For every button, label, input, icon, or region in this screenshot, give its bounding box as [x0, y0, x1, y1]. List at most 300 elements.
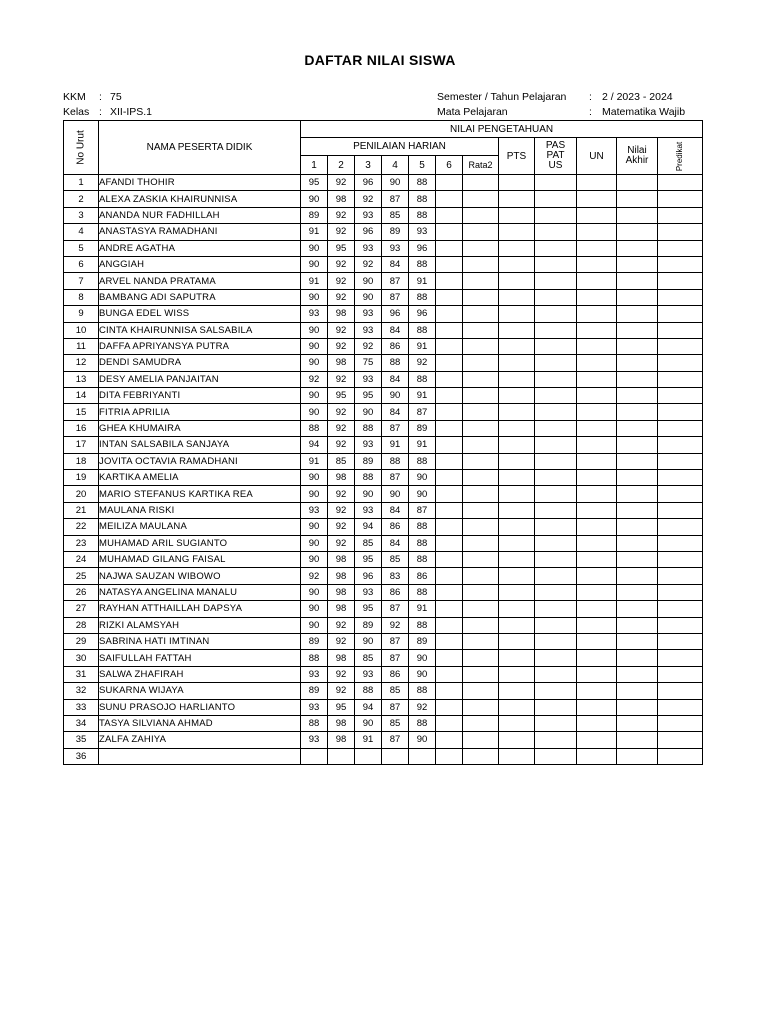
empty-cell	[617, 388, 658, 404]
header-nama-peserta: NAMA PESERTA DIDIK	[99, 121, 301, 175]
score-ph-3: 88	[355, 470, 382, 486]
score-ph-3: 90	[355, 273, 382, 289]
empty-cell	[617, 617, 658, 633]
student-name: SUNU PRASOJO HARLIANTO	[99, 699, 301, 715]
empty-cell	[499, 420, 535, 436]
score-ph-2: 98	[328, 715, 355, 731]
score-ph-3: 90	[355, 633, 382, 649]
empty-cell	[535, 584, 577, 600]
empty-cell	[463, 617, 499, 633]
table-row	[64, 420, 703, 436]
empty-cell	[463, 371, 499, 387]
empty-cell	[535, 437, 577, 453]
score-ph-4: 87	[382, 633, 409, 649]
empty-cell	[463, 683, 499, 699]
row-number: 2	[64, 191, 99, 207]
empty-cell	[617, 666, 658, 682]
score-ph-3: 96	[355, 224, 382, 240]
score-ph-2: 92	[328, 633, 355, 649]
table-row	[64, 289, 703, 305]
empty-cell	[499, 519, 535, 535]
score-ph-1: 91	[301, 453, 328, 469]
empty-cell	[499, 633, 535, 649]
row-number: 18	[64, 453, 99, 469]
score-ph-5	[409, 748, 436, 764]
student-name: BUNGA EDEL WISS	[99, 306, 301, 322]
empty-cell	[499, 256, 535, 272]
score-ph-5: 88	[409, 453, 436, 469]
score-ph-1: 93	[301, 306, 328, 322]
kelas-separator: :	[99, 106, 102, 118]
table-row	[64, 617, 703, 633]
score-ph-4: 86	[382, 519, 409, 535]
empty-cell	[436, 551, 463, 567]
student-name: NATASYA ANGELINA MANALU	[99, 584, 301, 600]
empty-cell	[535, 617, 577, 633]
empty-cell	[577, 617, 617, 633]
score-ph-1: 92	[301, 568, 328, 584]
score-ph-5: 90	[409, 470, 436, 486]
empty-cell	[535, 519, 577, 535]
empty-cell	[535, 404, 577, 420]
header-predikat: Predikat	[658, 138, 703, 175]
empty-cell	[463, 338, 499, 354]
score-ph-2: 85	[328, 453, 355, 469]
row-number: 17	[64, 437, 99, 453]
score-ph-5: 88	[409, 683, 436, 699]
empty-cell	[463, 584, 499, 600]
row-number: 6	[64, 256, 99, 272]
empty-cell	[436, 519, 463, 535]
score-ph-3: 93	[355, 207, 382, 223]
score-ph-3: 95	[355, 601, 382, 617]
mapel-label: Mata Pelajaran	[437, 106, 508, 118]
score-ph-3: 88	[355, 683, 382, 699]
row-number: 10	[64, 322, 99, 338]
score-ph-4: 87	[382, 732, 409, 748]
score-ph-2: 92	[328, 256, 355, 272]
table-row	[64, 486, 703, 502]
empty-cell	[617, 437, 658, 453]
score-ph-3: 90	[355, 715, 382, 731]
table-row	[64, 371, 703, 387]
student-name: DESY AMELIA PANJAITAN	[99, 371, 301, 387]
score-ph-5: 91	[409, 273, 436, 289]
score-ph-4: 91	[382, 437, 409, 453]
score-ph-2: 92	[328, 175, 355, 191]
student-name: ANANDA NUR FADHILLAH	[99, 207, 301, 223]
empty-cell	[577, 666, 617, 682]
table-row	[64, 715, 703, 731]
score-ph-1: 89	[301, 207, 328, 223]
row-number: 12	[64, 355, 99, 371]
empty-cell	[499, 470, 535, 486]
empty-cell	[499, 273, 535, 289]
score-ph-5: 96	[409, 306, 436, 322]
empty-cell	[577, 224, 617, 240]
score-ph-1: 93	[301, 732, 328, 748]
empty-cell	[499, 453, 535, 469]
empty-cell	[463, 191, 499, 207]
score-ph-5: 88	[409, 519, 436, 535]
empty-cell	[658, 240, 703, 256]
score-ph-1: 90	[301, 551, 328, 567]
header-penilaian-harian: PENILAIAN HARIAN	[301, 138, 499, 156]
score-ph-5: 96	[409, 240, 436, 256]
header-ph-6: 6	[436, 156, 463, 175]
empty-cell	[658, 388, 703, 404]
score-ph-3: 95	[355, 551, 382, 567]
score-ph-2: 98	[328, 732, 355, 748]
row-number: 7	[64, 273, 99, 289]
empty-cell	[577, 306, 617, 322]
score-ph-1: 93	[301, 502, 328, 518]
empty-cell	[658, 322, 703, 338]
score-ph-2: 95	[328, 240, 355, 256]
score-ph-4: 85	[382, 207, 409, 223]
empty-cell	[577, 568, 617, 584]
empty-cell	[535, 699, 577, 715]
score-ph-1: 90	[301, 404, 328, 420]
empty-cell	[658, 470, 703, 486]
header-pts: PTS	[499, 138, 535, 175]
empty-cell	[535, 502, 577, 518]
empty-cell	[499, 551, 535, 567]
empty-cell	[499, 535, 535, 551]
score-ph-3: 94	[355, 699, 382, 715]
empty-cell	[535, 322, 577, 338]
table-row	[64, 273, 703, 289]
score-ph-4: 87	[382, 601, 409, 617]
empty-cell	[535, 240, 577, 256]
empty-cell	[499, 666, 535, 682]
empty-cell	[436, 601, 463, 617]
empty-cell	[463, 224, 499, 240]
empty-cell	[436, 502, 463, 518]
student-name: DENDI SAMUDRA	[99, 355, 301, 371]
score-ph-3: 88	[355, 420, 382, 436]
score-ph-4: 85	[382, 715, 409, 731]
empty-cell	[577, 338, 617, 354]
table-row	[64, 388, 703, 404]
empty-cell	[617, 568, 658, 584]
student-name: SUKARNA WIJAYA	[99, 683, 301, 699]
empty-cell	[499, 732, 535, 748]
empty-cell	[535, 207, 577, 223]
score-ph-3: 90	[355, 404, 382, 420]
empty-cell	[499, 683, 535, 699]
score-ph-1: 93	[301, 666, 328, 682]
empty-cell	[436, 355, 463, 371]
score-ph-1: 90	[301, 470, 328, 486]
empty-cell	[436, 437, 463, 453]
empty-cell	[436, 683, 463, 699]
empty-cell	[617, 748, 658, 764]
empty-cell	[535, 355, 577, 371]
score-ph-4: 88	[382, 453, 409, 469]
empty-cell	[463, 748, 499, 764]
empty-cell	[617, 551, 658, 567]
empty-cell	[436, 273, 463, 289]
student-name: MUHAMAD ARIL SUGIANTO	[99, 535, 301, 551]
score-ph-5: 90	[409, 650, 436, 666]
empty-cell	[617, 338, 658, 354]
score-ph-2: 92	[328, 338, 355, 354]
score-ph-4: 87	[382, 289, 409, 305]
row-number: 3	[64, 207, 99, 223]
empty-cell	[658, 486, 703, 502]
score-ph-2: 98	[328, 191, 355, 207]
empty-cell	[617, 322, 658, 338]
table-row	[64, 633, 703, 649]
empty-cell	[463, 289, 499, 305]
row-number: 32	[64, 683, 99, 699]
score-ph-2: 92	[328, 420, 355, 436]
student-name: TASYA SILVIANA AHMAD	[99, 715, 301, 731]
student-name: FITRIA APRILIA	[99, 404, 301, 420]
empty-cell	[658, 273, 703, 289]
empty-cell	[577, 601, 617, 617]
row-number: 19	[64, 470, 99, 486]
empty-cell	[463, 207, 499, 223]
empty-cell	[658, 306, 703, 322]
empty-cell	[463, 650, 499, 666]
score-ph-1: 88	[301, 420, 328, 436]
score-ph-5: 88	[409, 191, 436, 207]
student-name: ANASTASYA RAMADHANI	[99, 224, 301, 240]
score-ph-2: 98	[328, 601, 355, 617]
score-ph-2: 92	[328, 502, 355, 518]
empty-cell	[617, 453, 658, 469]
score-ph-3: 93	[355, 502, 382, 518]
student-name: RAYHAN ATTHAILLAH DAPSYA	[99, 601, 301, 617]
table-row	[64, 519, 703, 535]
row-number: 28	[64, 617, 99, 633]
score-ph-1: 90	[301, 486, 328, 502]
row-number: 13	[64, 371, 99, 387]
score-ph-4: 85	[382, 683, 409, 699]
student-name: JOVITA OCTAVIA RAMADHANI	[99, 453, 301, 469]
table-row	[64, 207, 703, 223]
empty-cell	[617, 683, 658, 699]
empty-cell	[463, 355, 499, 371]
score-ph-1: 88	[301, 650, 328, 666]
score-ph-3: 93	[355, 437, 382, 453]
empty-cell	[436, 748, 463, 764]
empty-cell	[658, 371, 703, 387]
student-name: AFANDI THOHIR	[99, 175, 301, 191]
score-ph-3: 96	[355, 568, 382, 584]
score-ph-1: 88	[301, 715, 328, 731]
empty-cell	[436, 191, 463, 207]
score-ph-1: 90	[301, 519, 328, 535]
score-ph-4: 83	[382, 568, 409, 584]
empty-cell	[463, 666, 499, 682]
grades-table	[63, 120, 703, 765]
score-ph-2: 92	[328, 371, 355, 387]
empty-cell	[535, 420, 577, 436]
score-ph-1: 93	[301, 699, 328, 715]
empty-cell	[535, 748, 577, 764]
score-ph-1: 90	[301, 535, 328, 551]
table-row	[64, 453, 703, 469]
table-row	[64, 240, 703, 256]
score-ph-3: 91	[355, 732, 382, 748]
empty-cell	[436, 371, 463, 387]
empty-cell	[617, 256, 658, 272]
empty-cell	[535, 683, 577, 699]
empty-cell	[436, 633, 463, 649]
row-number: 8	[64, 289, 99, 305]
row-number: 24	[64, 551, 99, 567]
empty-cell	[436, 420, 463, 436]
row-number: 15	[64, 404, 99, 420]
score-ph-4: 85	[382, 551, 409, 567]
empty-cell	[535, 486, 577, 502]
score-ph-2: 92	[328, 437, 355, 453]
empty-cell	[577, 207, 617, 223]
empty-cell	[577, 535, 617, 551]
empty-cell	[535, 453, 577, 469]
score-ph-4: 93	[382, 240, 409, 256]
score-ph-1: 92	[301, 371, 328, 387]
empty-cell	[535, 470, 577, 486]
empty-cell	[658, 224, 703, 240]
empty-cell	[617, 355, 658, 371]
empty-cell	[658, 256, 703, 272]
empty-cell	[617, 699, 658, 715]
empty-cell	[463, 240, 499, 256]
empty-cell	[617, 519, 658, 535]
table-row	[64, 568, 703, 584]
empty-cell	[499, 584, 535, 600]
row-number: 33	[64, 699, 99, 715]
score-ph-4: 87	[382, 273, 409, 289]
score-ph-1: 89	[301, 633, 328, 649]
score-ph-1: 90	[301, 289, 328, 305]
empty-cell	[463, 175, 499, 191]
empty-cell	[577, 633, 617, 649]
student-name: RIZKI ALAMSYAH	[99, 617, 301, 633]
empty-cell	[577, 519, 617, 535]
row-number: 20	[64, 486, 99, 502]
empty-cell	[463, 437, 499, 453]
empty-cell	[577, 437, 617, 453]
score-ph-1: 95	[301, 175, 328, 191]
score-ph-5: 88	[409, 584, 436, 600]
empty-cell	[535, 551, 577, 567]
score-ph-5: 91	[409, 338, 436, 354]
score-ph-3: 85	[355, 535, 382, 551]
header-pas-pat-us: PAS PAT US	[535, 138, 577, 175]
score-ph-3: 93	[355, 240, 382, 256]
empty-cell	[499, 371, 535, 387]
student-name: NAJWA SAUZAN WIBOWO	[99, 568, 301, 584]
empty-cell	[658, 748, 703, 764]
empty-cell	[617, 289, 658, 305]
score-ph-3: 93	[355, 584, 382, 600]
empty-cell	[499, 289, 535, 305]
empty-cell	[617, 175, 658, 191]
kelas-label: Kelas	[63, 106, 90, 118]
score-ph-2: 92	[328, 273, 355, 289]
student-name: BAMBANG ADI SAPUTRA	[99, 289, 301, 305]
empty-cell	[535, 273, 577, 289]
score-ph-2	[328, 748, 355, 764]
empty-cell	[658, 338, 703, 354]
empty-cell	[658, 551, 703, 567]
score-ph-5: 88	[409, 289, 436, 305]
table-row	[64, 584, 703, 600]
empty-cell	[658, 519, 703, 535]
table-row	[64, 224, 703, 240]
empty-cell	[463, 502, 499, 518]
empty-cell	[617, 191, 658, 207]
score-ph-3: 95	[355, 388, 382, 404]
empty-cell	[436, 207, 463, 223]
empty-cell	[577, 748, 617, 764]
empty-cell	[658, 404, 703, 420]
score-ph-4: 87	[382, 191, 409, 207]
empty-cell	[499, 748, 535, 764]
empty-cell	[436, 650, 463, 666]
empty-cell	[499, 338, 535, 354]
empty-cell	[499, 175, 535, 191]
empty-cell	[658, 584, 703, 600]
student-name: GHEA KHUMAIRA	[99, 420, 301, 436]
empty-cell	[535, 256, 577, 272]
empty-cell	[577, 453, 617, 469]
score-ph-4: 89	[382, 224, 409, 240]
kkm-separator: :	[99, 91, 102, 103]
score-ph-2: 98	[328, 568, 355, 584]
empty-cell	[577, 699, 617, 715]
header-ph-3: 3	[355, 156, 382, 175]
empty-cell	[577, 650, 617, 666]
empty-cell	[436, 486, 463, 502]
empty-cell	[617, 584, 658, 600]
score-ph-2: 98	[328, 584, 355, 600]
score-ph-2: 92	[328, 207, 355, 223]
score-ph-1: 90	[301, 388, 328, 404]
page-title: DAFTAR NILAI SISWA	[304, 52, 456, 68]
empty-cell	[577, 486, 617, 502]
semester-separator: :	[589, 91, 592, 103]
score-ph-3	[355, 748, 382, 764]
score-ph-5: 88	[409, 551, 436, 567]
empty-cell	[499, 404, 535, 420]
empty-cell	[617, 207, 658, 223]
empty-cell	[658, 437, 703, 453]
header-rata2: Rata2	[463, 156, 499, 175]
empty-cell	[499, 617, 535, 633]
score-ph-5: 88	[409, 535, 436, 551]
empty-cell	[463, 404, 499, 420]
score-ph-3: 93	[355, 322, 382, 338]
score-ph-2: 98	[328, 306, 355, 322]
score-ph-2: 95	[328, 699, 355, 715]
score-ph-5: 88	[409, 256, 436, 272]
score-ph-4: 84	[382, 502, 409, 518]
empty-cell	[577, 388, 617, 404]
score-ph-1: 94	[301, 437, 328, 453]
empty-cell	[436, 617, 463, 633]
empty-cell	[577, 420, 617, 436]
score-ph-4: 87	[382, 470, 409, 486]
student-name: DAFFA APRIYANSYA PUTRA	[99, 338, 301, 354]
student-name: ARVEL NANDA PRATAMA	[99, 273, 301, 289]
empty-cell	[658, 355, 703, 371]
